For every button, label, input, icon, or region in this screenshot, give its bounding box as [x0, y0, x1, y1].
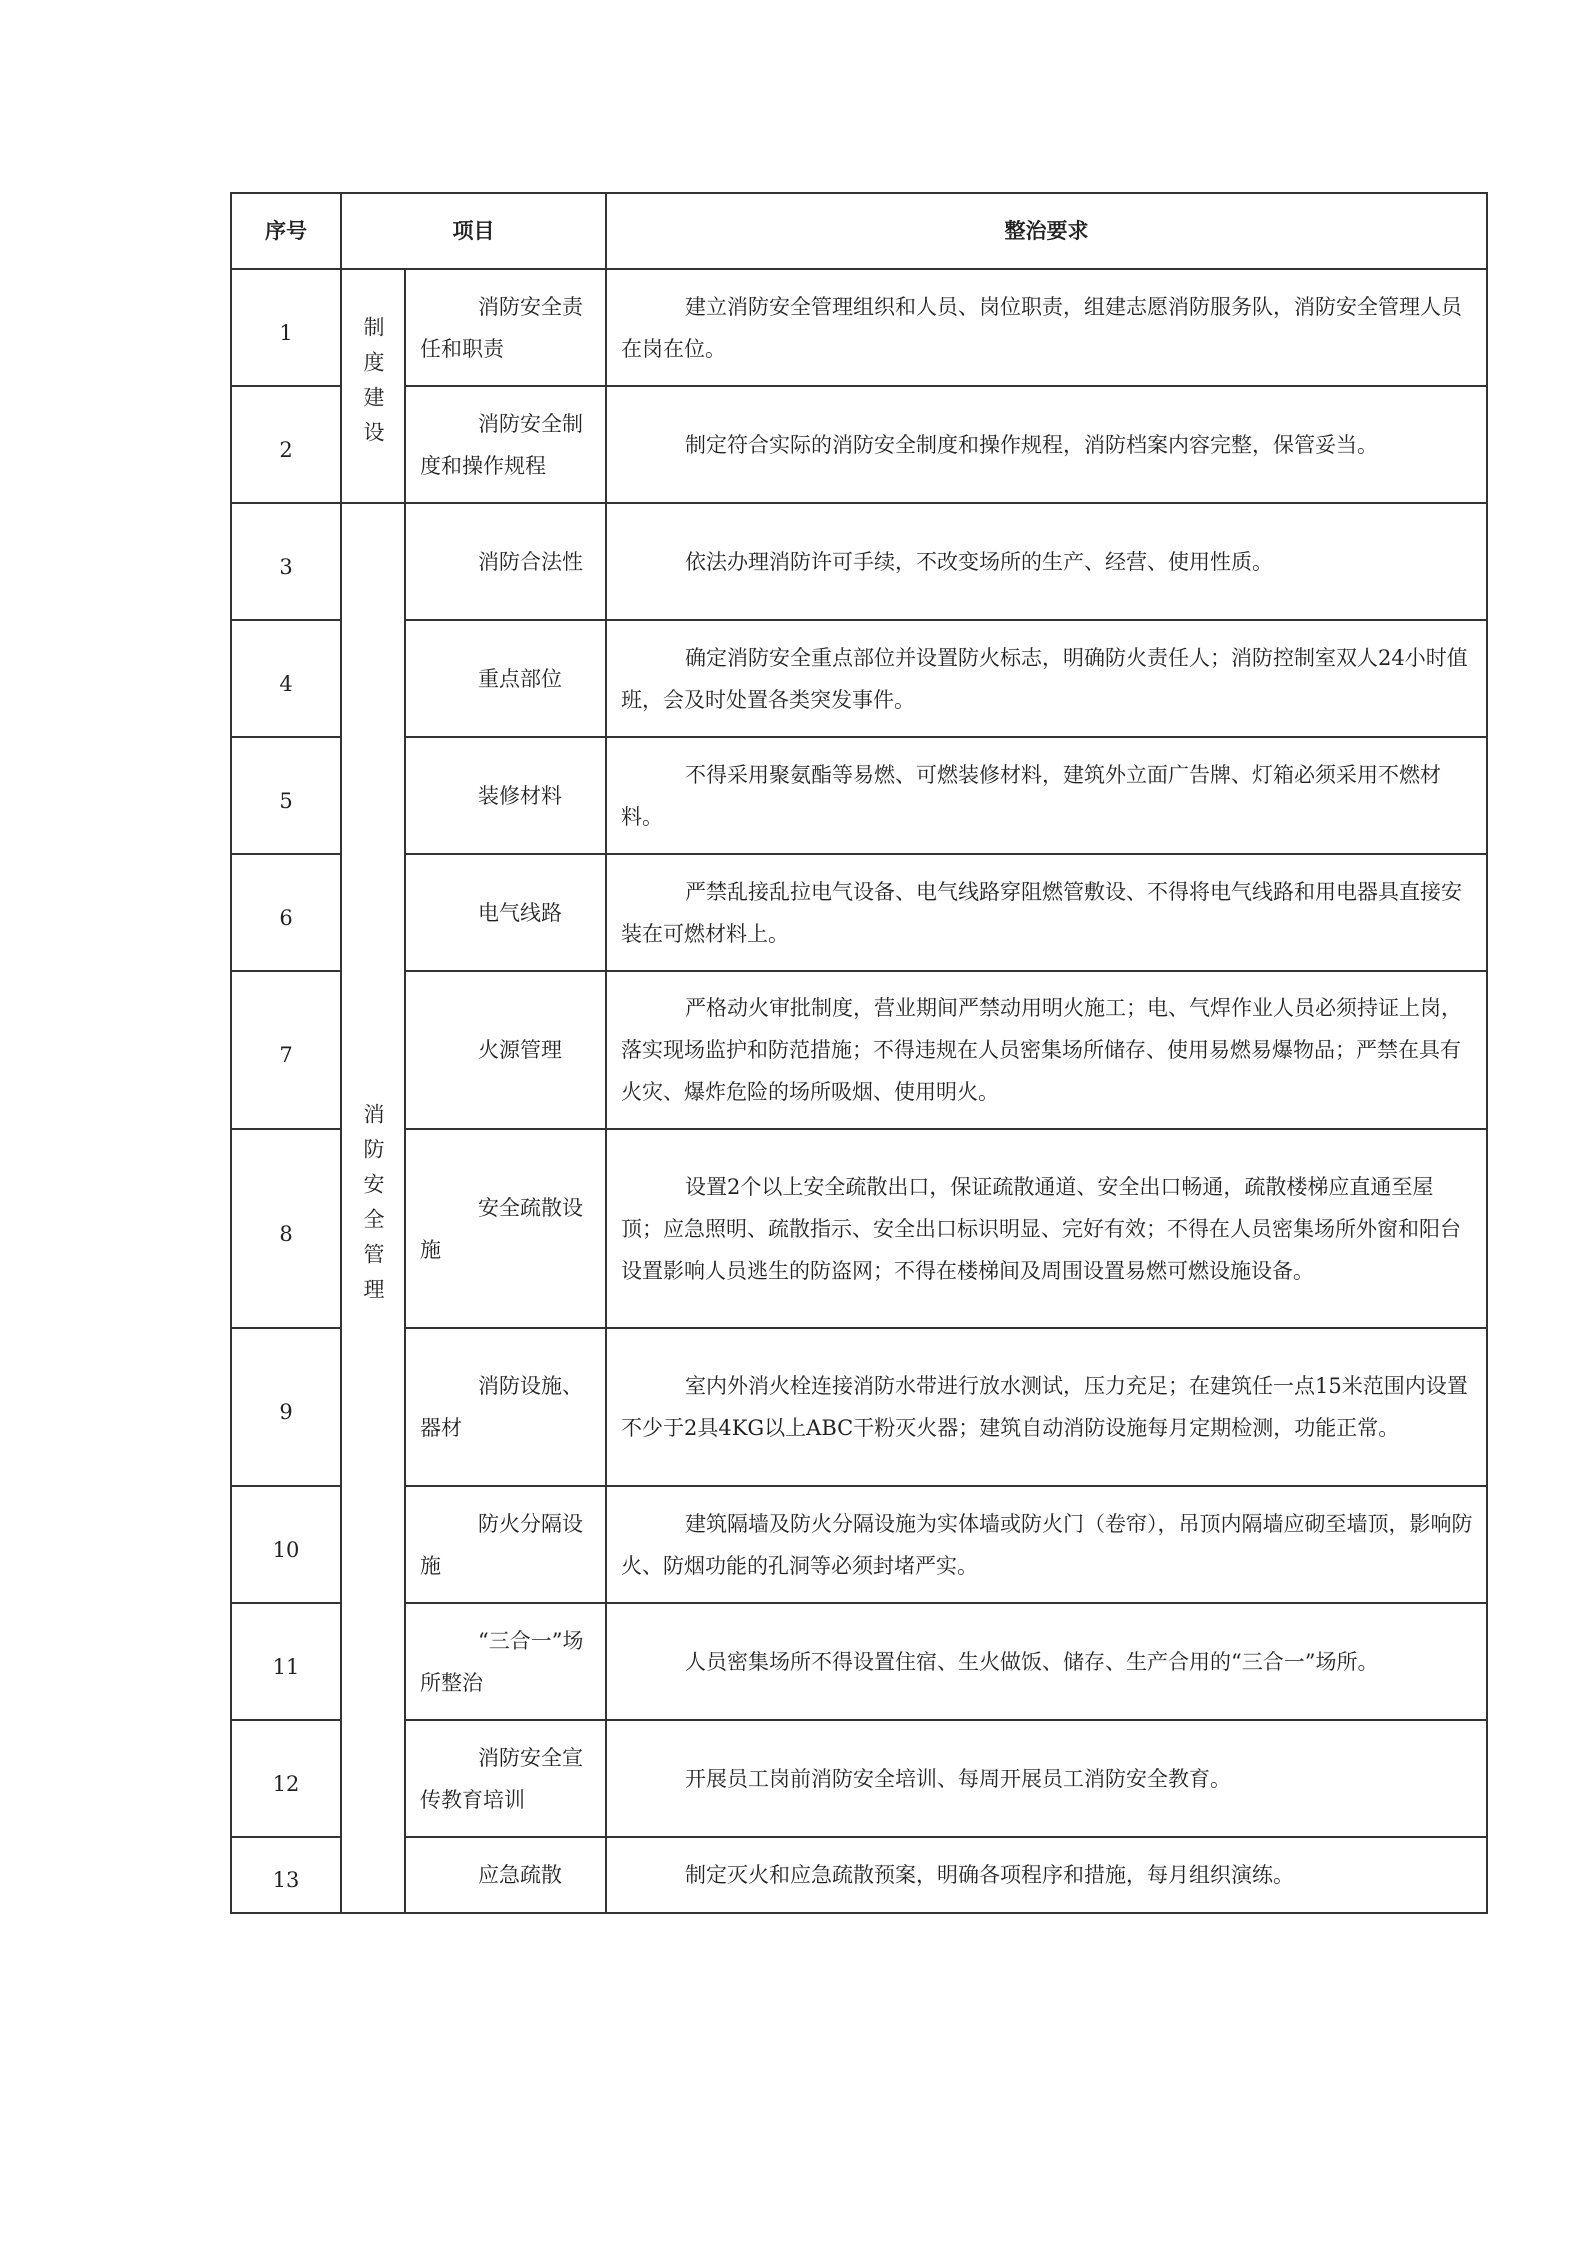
table-row	[231, 1328, 1487, 1486]
category-system: 制度建设	[341, 269, 405, 503]
row-number: 13	[231, 1837, 341, 1913]
row-number: 3	[231, 503, 341, 620]
row-item: 安全疏散设施	[405, 1129, 606, 1328]
row-number: 5	[231, 737, 341, 854]
row-item: 消防合法性	[405, 503, 606, 620]
category-management: 消防安全管理	[341, 503, 405, 1913]
table-row	[231, 1720, 1487, 1837]
row-requirement: 严禁乱接乱拉电气设备、电气线路穿阻燃管敷设、不得将电气线路和用电器具直接安装在可燃材料上。	[606, 854, 1487, 971]
row-item: 装修材料	[405, 737, 606, 854]
row-item: 应急疏散	[405, 1837, 606, 1913]
row-number: 6	[231, 854, 341, 971]
row-requirement: 确定消防安全重点部位并设置防火标志，明确防火责任人；消防控制室双人24小时值班，会及时处置各类突发事件。	[606, 620, 1487, 737]
row-item: 消防设施、器材	[405, 1328, 606, 1486]
row-item: 重点部位	[405, 620, 606, 737]
table-row	[231, 854, 1487, 971]
row-requirement: 室内外消火栓连接消防水带进行放水测试，压力充足；在建筑任一点15米范围内设置不少于2具4KG以上ABC干粉灭火器；建筑自动消防设施每月定期检测，功能正常。	[606, 1328, 1487, 1486]
table-row	[231, 503, 1487, 620]
remediation-table	[230, 192, 1488, 1914]
row-item: 防火分隔设施	[405, 1486, 606, 1603]
table-row	[231, 1837, 1487, 1913]
row-number: 1	[231, 269, 341, 386]
row-item: “三合一”场所整治	[405, 1603, 606, 1720]
row-number: 10	[231, 1486, 341, 1603]
row-number: 4	[231, 620, 341, 737]
header-item: 项目	[341, 193, 606, 269]
row-requirement: 建筑隔墙及防火分隔设施为实体墙或防火门（卷帘），吊顶内隔墙应砌至墙顶，影响防火、防烟功能的孔洞等必须封堵严实。	[606, 1486, 1487, 1603]
row-number: 9	[231, 1328, 341, 1486]
table-row	[231, 386, 1487, 503]
row-item: 电气线路	[405, 854, 606, 971]
row-number: 2	[231, 386, 341, 503]
row-requirement: 不得采用聚氨酯等易燃、可燃装修材料，建筑外立面广告牌、灯箱必须采用不燃材料。	[606, 737, 1487, 854]
row-item: 消防安全责任和职责	[405, 269, 606, 386]
table-row	[231, 1129, 1487, 1328]
header-row	[231, 193, 1487, 269]
table-row	[231, 1603, 1487, 1720]
row-requirement: 依法办理消防许可手续，不改变场所的生产、经营、使用性质。	[606, 503, 1487, 620]
row-number: 12	[231, 1720, 341, 1837]
row-number: 8	[231, 1129, 341, 1328]
row-requirement: 制定符合实际的消防安全制度和操作规程，消防档案内容完整，保管妥当。	[606, 386, 1487, 503]
row-item: 火源管理	[405, 971, 606, 1129]
table-row	[231, 971, 1487, 1129]
table-row	[231, 737, 1487, 854]
row-requirement: 严格动火审批制度，营业期间严禁动用明火施工；电、气焊作业人员必须持证上岗，落实现场监护和防范措施；不得违规在人员密集场所储存、使用易燃易爆物品；严禁在具有火灾、爆炸危险的场所吸烟、使用明火。	[606, 971, 1487, 1129]
row-item: 消防安全制度和操作规程	[405, 386, 606, 503]
table-row	[231, 1486, 1487, 1603]
table-row	[231, 620, 1487, 737]
row-requirement: 制定灭火和应急疏散预案，明确各项程序和措施，每月组织演练。	[606, 1837, 1487, 1913]
header-requirement: 整治要求	[606, 193, 1487, 269]
row-requirement: 设置2个以上安全疏散出口，保证疏散通道、安全出口畅通，疏散楼梯应直通至屋顶；应急照明、疏散指示、安全出口标识明显、完好有效；不得在人员密集场所外窗和阳台设置影响人员逃生的防盗网；不得在楼梯间及周围设置易燃可燃设施设备。	[606, 1129, 1487, 1328]
row-requirement: 人员密集场所不得设置住宿、生火做饭、储存、生产合用的“三合一”场所。	[606, 1603, 1487, 1720]
header-no: 序号	[231, 193, 341, 269]
row-requirement: 建立消防安全管理组织和人员、岗位职责，组建志愿消防服务队，消防安全管理人员在岗在位。	[606, 269, 1487, 386]
row-number: 7	[231, 971, 341, 1129]
row-requirement: 开展员工岗前消防安全培训、每周开展员工消防安全教育。	[606, 1720, 1487, 1837]
row-item: 消防安全宣传教育培训	[405, 1720, 606, 1837]
table-row	[231, 269, 1487, 386]
row-number: 11	[231, 1603, 341, 1720]
